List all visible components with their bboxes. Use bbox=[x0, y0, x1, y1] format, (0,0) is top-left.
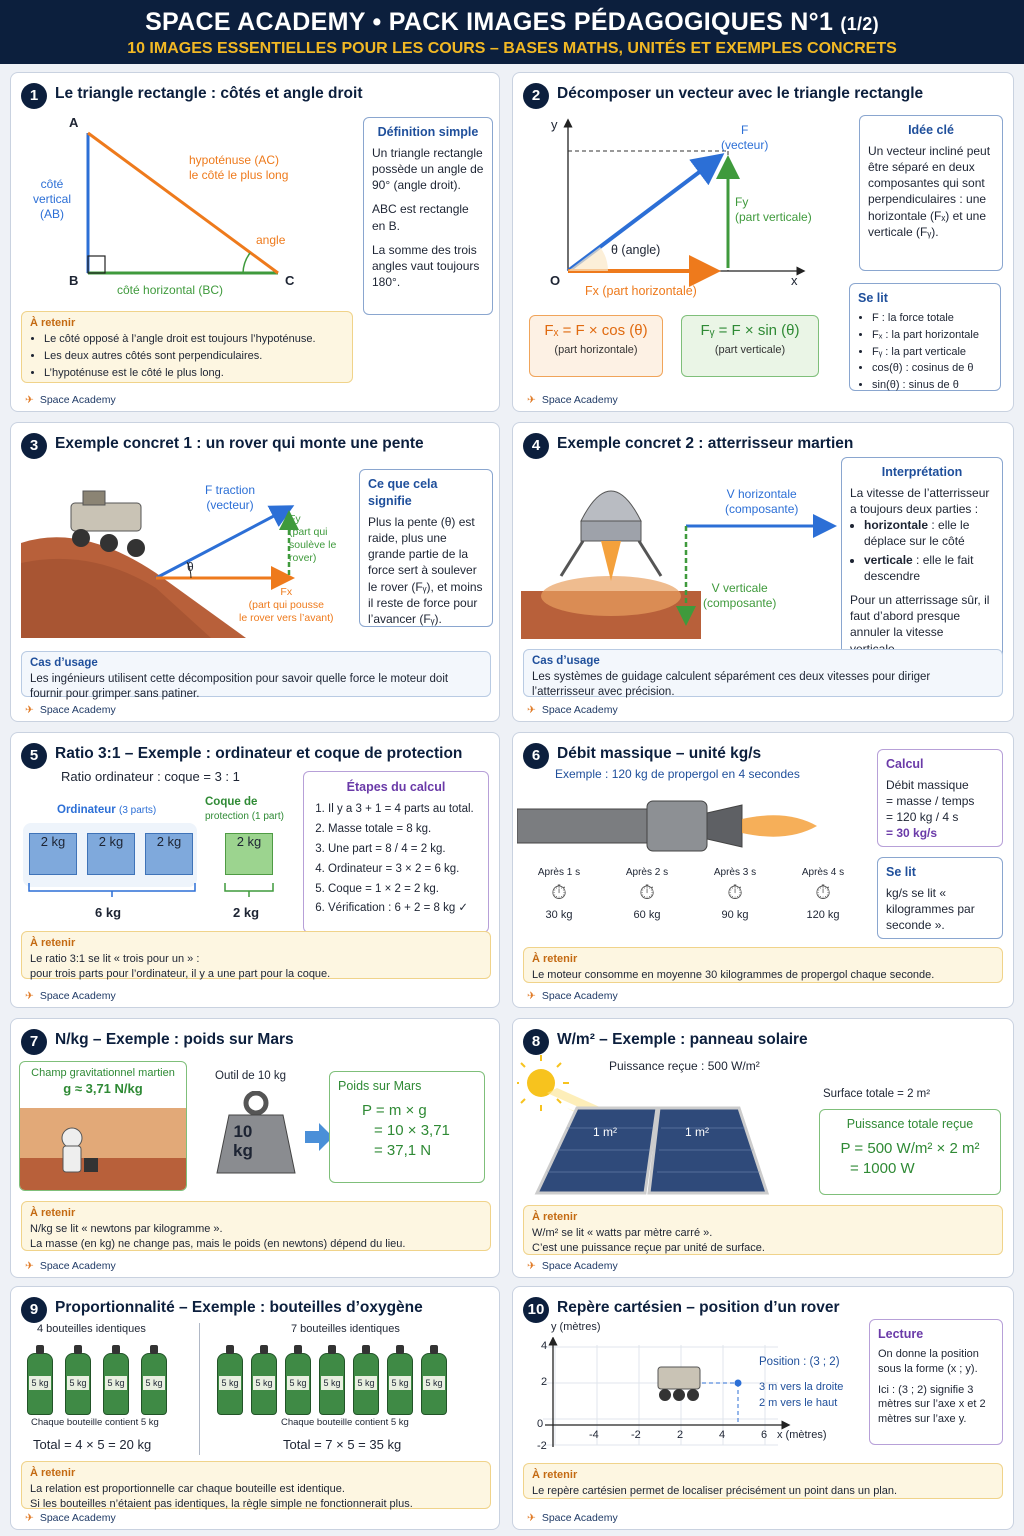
card-title: Exemple concret 2 : atterrisseur martien bbox=[557, 435, 854, 452]
hypotenuse-label: hypoténuse (AC) le côté le plus long bbox=[189, 153, 289, 182]
calc-box: Calcul Débit massique = masse / temps = 120 kg / 4 s = 30 kg/s bbox=[877, 749, 1003, 847]
power-received: Puissance reçue : 500 W/m² bbox=[609, 1059, 760, 1073]
key-idea-box: Idée clé Un vecteur incliné peut être séparé en deux composantes qui sont perpendiculaires : une horizontale (Fₓ) et une verticale (Fᵧ). bbox=[859, 115, 1003, 271]
oxygen-bottle: 5 kg bbox=[421, 1353, 447, 1415]
retain-box: À retenir W/m² se lit « watts par mètre carré ». C’est une puissance reçue par unité de surface. bbox=[523, 1205, 1003, 1255]
computer-part: 2 kg bbox=[87, 833, 135, 875]
oxygen-bottle: 5 kg bbox=[217, 1353, 243, 1415]
lander-icon bbox=[561, 491, 661, 581]
x-tick: 4 bbox=[719, 1429, 726, 1441]
triangle-diagram bbox=[11, 113, 361, 343]
retain-box: À retenir Le moteur consomme en moyenne 30 kilogrammes de propergol chaque seconde. bbox=[523, 947, 1003, 983]
ratio-statement: Ratio ordinateur : coque = 3 : 1 bbox=[61, 769, 240, 784]
card-number: 9 bbox=[21, 1297, 47, 1323]
usage-box: Cas d’usage Les systèmes de guidage calculent séparément ces deux vitesses pour diriger l’atterrisseur avec précision. bbox=[523, 649, 1003, 697]
footer-brand: ✈ Space Academy bbox=[527, 1512, 618, 1524]
shell-total: 2 kg bbox=[233, 905, 260, 920]
card-number: 4 bbox=[523, 433, 549, 459]
card-cartesian bbox=[512, 1286, 1014, 1530]
card-number: 1 bbox=[21, 83, 47, 109]
fx-label: Fx (part qui pousse le rover vers l’avant) bbox=[239, 586, 334, 625]
shell-parts-label: protection (1 part) bbox=[205, 811, 284, 822]
definition-box: Définition simple Un triangle rectangle possède un angle de 90° (angle droit). ABC est rectangle en B. La somme des trois angles vaut toujours 180°. bbox=[363, 117, 493, 315]
card-right-triangle bbox=[10, 72, 500, 412]
reading-box: Lecture On donne la position sous la forme (x ; y). Ici : (3 ; 2) signifie 3 mètres sur l’axe x et 2 mètres sur l’axe y. bbox=[869, 1319, 1003, 1445]
flow-step: Après 3 s ⏱ 90 kg bbox=[695, 867, 775, 921]
oxygen-bottle: 5 kg bbox=[251, 1353, 277, 1415]
group-divider bbox=[199, 1323, 200, 1455]
oxygen-bottle: 5 kg bbox=[65, 1353, 91, 1415]
fy-label: Fy (part verticale) bbox=[735, 195, 812, 224]
footer-brand: ✈ Space Academy bbox=[527, 704, 618, 716]
engine-illustration bbox=[517, 791, 877, 861]
card-proportionality bbox=[10, 1286, 500, 1530]
page-subtitle: 10 IMAGES ESSENTIELLES POUR LES COURS – BASES MATHS, UNITÉS ET EXEMPLES CONCRETS bbox=[127, 40, 897, 57]
weight-value: 10 kg bbox=[233, 1122, 253, 1160]
footer-brand: ✈ Space Academy bbox=[527, 990, 618, 1002]
y-axis-label: y bbox=[551, 117, 558, 132]
brace-lines bbox=[23, 881, 283, 901]
x-tick: 2 bbox=[677, 1429, 684, 1441]
y-tick: 4 bbox=[541, 1340, 548, 1352]
computer-part: 2 kg bbox=[145, 833, 193, 875]
group-seven-label: 7 bouteilles identiques bbox=[291, 1323, 400, 1335]
card-number: 6 bbox=[523, 743, 549, 769]
flow-step: Après 4 s ⏱ 120 kg bbox=[783, 867, 863, 921]
card-title: Exemple concret 1 : un rover qui monte une pente bbox=[55, 435, 424, 452]
bottle-content-note: Chaque bouteille contient 5 kg bbox=[281, 1417, 409, 1428]
meaning-box: Ce que cela signifie Plus la pente (θ) est raide, plus une grande partie de la force sert à soulever le rover (Fᵧ), et moins il reste de force pour l’avancer (Fᵧ). bbox=[359, 469, 493, 627]
x-tick: -4 bbox=[589, 1429, 599, 1441]
card-title: N/kg – Exemple : poids sur Mars bbox=[55, 1031, 294, 1048]
y-tick: 0 bbox=[537, 1418, 544, 1430]
card-title: Proportionnalité – Exemple : bouteilles d’oxygène bbox=[55, 1299, 423, 1316]
interpretation-box: Interprétation La vitesse de l’atterrisseur a toujours deux parties : • horizontale : elle le déplace sur le côté • verticale : elle le fait descendre Pour un atterrissage sûr, il faut d’abord presque annuler la vitesse bbox=[841, 457, 1003, 661]
footer-brand: ✈ Space Academy bbox=[527, 1260, 618, 1272]
card-mass-flow bbox=[512, 732, 1014, 1008]
weight-icon bbox=[211, 1091, 341, 1181]
oxygen-bottle: 5 kg bbox=[285, 1353, 311, 1415]
x-axis-label: x bbox=[791, 273, 798, 288]
oxygen-bottle: 5 kg bbox=[103, 1353, 129, 1415]
card-solar-panel bbox=[512, 1018, 1014, 1278]
formula-fy: Fᵧ = F × sin (θ) (part verticale) bbox=[681, 315, 819, 377]
card-number: 5 bbox=[21, 743, 47, 769]
footer-brand: ✈ Space Academy bbox=[527, 394, 618, 406]
shell-label: Coque de bbox=[205, 796, 258, 808]
computer-part: 2 kg bbox=[29, 833, 77, 875]
lander-diagram bbox=[521, 461, 851, 641]
fy-label: Fy (part qui soulève le rover) bbox=[289, 513, 337, 565]
retain-box: À retenir • Le côté opposé à l’angle droit est toujours l’hypoténuse. • Les deux autres côtés sont perpendiculaires. • L’hypoténuse est le côté le plus long. bbox=[21, 311, 353, 383]
computer-total: 6 kg bbox=[95, 905, 122, 920]
y-tick: -2 bbox=[537, 1440, 547, 1452]
oxygen-bottle: 5 kg bbox=[387, 1353, 413, 1415]
horizontal-side-label: côté horizontal (BC) bbox=[117, 283, 224, 297]
horizontal-velocity-label: V horizontale (composante) bbox=[725, 487, 799, 516]
position-right: 3 m vers la droite bbox=[759, 1381, 844, 1393]
computer-label: Ordinateur (3 parts) bbox=[57, 804, 157, 816]
oxygen-bottle: 5 kg bbox=[353, 1353, 379, 1415]
card-mars-weight bbox=[10, 1018, 500, 1278]
vertical-side-label: côté vertical (AB) bbox=[33, 177, 72, 221]
astronaut-illustration bbox=[20, 1108, 187, 1191]
steps-box: Étapes du calcul 1. Il y a 3 + 1 = 4 parts au total. 2. Masse totale = 8 kg. 3. Une part = 8 / 4 = 2 kg. 4. Ordinateur = 3 × 2 = 6 kg. 5. Coque = 1 × 2 = 2 kg. 6. Vérification : 6 + 2 = 8 kg ✓ bbox=[303, 771, 489, 933]
card-number: 7 bbox=[21, 1029, 47, 1055]
rover-icon bbox=[658, 1367, 700, 1401]
angle-label: angle bbox=[256, 233, 286, 247]
stopwatch-icon: ⏱ bbox=[727, 882, 743, 904]
panel-area-right: 1 m² bbox=[685, 1125, 709, 1139]
total-power-box: Puissance totale reçue P = 500 W/m² × 2 m² = 1000 W bbox=[819, 1109, 1001, 1195]
card-ratio bbox=[10, 732, 500, 1008]
footer-brand: ✈ Space Academy bbox=[25, 1260, 116, 1272]
card-rover-slope bbox=[10, 422, 500, 722]
position-up: 2 m vers le haut bbox=[759, 1397, 838, 1409]
stopwatch-icon: ⏱ bbox=[551, 882, 567, 904]
page-header bbox=[0, 0, 1024, 64]
footer-brand: ✈ Space Academy bbox=[25, 704, 116, 716]
card-vector-decomposition bbox=[512, 72, 1014, 412]
total-surface: Surface totale = 2 m² bbox=[823, 1088, 931, 1100]
theta-label: θ bbox=[187, 560, 194, 574]
fx-label: Fx (part horizontale) bbox=[585, 284, 697, 298]
x-axis-title: x (mètres) bbox=[777, 1429, 827, 1441]
mars-field-box: Champ gravitationnel martien g ≈ 3,71 N/kg bbox=[19, 1061, 187, 1191]
vertical-velocity-label: V verticale (composante) bbox=[703, 581, 777, 610]
retain-box: À retenir La relation est proportionnelle car chaque bouteille est identique. Si les bouteilles n’étaient pas identiques, la règle simple ne fonctionnerait plus. bbox=[21, 1461, 491, 1509]
solar-panel-illustration bbox=[517, 1053, 817, 1203]
position-label: Position : (3 ; 2) bbox=[759, 1356, 840, 1368]
card-lander bbox=[512, 422, 1014, 722]
y-tick: 2 bbox=[541, 1376, 548, 1388]
footer-brand: ✈ Space Academy bbox=[25, 990, 116, 1002]
usage-box: Cas d’usage Les ingénieurs utilisent cette décomposition pour savoir quelle force le moteur doit fournir pour grimper sans patiner. bbox=[21, 651, 491, 697]
card-title: Ratio 3:1 – Exemple : ordinateur et coque de protection bbox=[55, 745, 463, 762]
theta-label: θ (angle) bbox=[611, 243, 661, 257]
retain-box: À retenir Le ratio 3:1 se lit « trois pour un » : pour trois parts pour l’ordinateur, il y a une part pour la coque. bbox=[21, 931, 491, 979]
card-title: W/m² – Exemple : panneau solaire bbox=[557, 1031, 808, 1048]
stopwatch-icon: ⏱ bbox=[815, 882, 831, 904]
formula-fx: Fₓ = F × cos (θ) (part horizontale) bbox=[529, 315, 663, 377]
footer-brand: ✈ Space Academy bbox=[25, 394, 116, 406]
tool-label: Outil de 10 kg bbox=[215, 1070, 286, 1082]
total-seven: Total = 7 × 5 = 35 kg bbox=[283, 1437, 402, 1452]
oxygen-bottle: 5 kg bbox=[141, 1353, 167, 1415]
vertex-c: C bbox=[285, 273, 295, 288]
reading-box: Se lit • F : la force totale • Fₓ : la part horizontale • Fᵧ : la part verticale • cos(θ) : cosinus de θ • sin(θ) : sinus de θ bbox=[849, 283, 1001, 391]
example-text: Exemple : 120 kg de propergol en 4 secondes bbox=[555, 767, 800, 781]
total-four: Total = 4 × 5 = 20 kg bbox=[33, 1437, 152, 1452]
flow-step: Après 1 s ⏱ 30 kg bbox=[519, 867, 599, 921]
card-title: Débit massique – unité kg/s bbox=[557, 745, 762, 762]
oxygen-bottle: 5 kg bbox=[27, 1353, 53, 1415]
retain-box: À retenir N/kg se lit « newtons par kilogramme ». La masse (en kg) ne change pas, mais le poids (en newtons) dépend du lieu. bbox=[21, 1201, 491, 1251]
card-title: Le triangle rectangle : côtés et angle droit bbox=[55, 85, 363, 102]
card-number: 3 bbox=[21, 433, 47, 459]
page-title: SPACE ACADEMY • PACK IMAGES PÉDAGOGIQUES N°1 (1/2) bbox=[145, 8, 879, 36]
retain-box: À retenir Le repère cartésien permet de localiser précisément un point dans un plan. bbox=[523, 1463, 1003, 1499]
card-title: Repère cartésien – position d’un rover bbox=[557, 1299, 840, 1316]
reading-box: Se lit kg/s se lit « kilogrammes par seconde ». bbox=[877, 857, 1003, 939]
y-axis-title: y (mètres) bbox=[551, 1321, 601, 1333]
oxygen-bottle: 5 kg bbox=[319, 1353, 345, 1415]
traction-label: F traction (vecteur) bbox=[205, 483, 256, 512]
vertex-b: B bbox=[69, 273, 79, 288]
stopwatch-icon: ⏱ bbox=[639, 882, 655, 904]
panel-area-left: 1 m² bbox=[593, 1125, 617, 1139]
footer-brand: ✈ Space Academy bbox=[25, 1512, 116, 1524]
card-title: Décomposer un vecteur avec le triangle rectangle bbox=[557, 85, 924, 102]
card-number: 10 bbox=[523, 1297, 549, 1323]
card-number: 2 bbox=[523, 83, 549, 109]
vector-f-label: F (vecteur) bbox=[721, 123, 769, 152]
card-number: 8 bbox=[523, 1029, 549, 1055]
origin-label: O bbox=[550, 273, 561, 288]
group-four-label: 4 bouteilles identiques bbox=[37, 1323, 146, 1335]
shell-part: 2 kg bbox=[225, 833, 273, 875]
x-tick: 6 bbox=[761, 1429, 768, 1441]
bottle-content-note: Chaque bouteille contient 5 kg bbox=[31, 1417, 159, 1428]
mars-weight-box: Poids sur Mars P = m × g = 10 × 3,71 = 37,1 N bbox=[329, 1071, 485, 1183]
vertex-a: A bbox=[69, 115, 79, 130]
flow-step: Après 2 s ⏱ 60 kg bbox=[607, 867, 687, 921]
x-tick: -2 bbox=[631, 1429, 641, 1441]
